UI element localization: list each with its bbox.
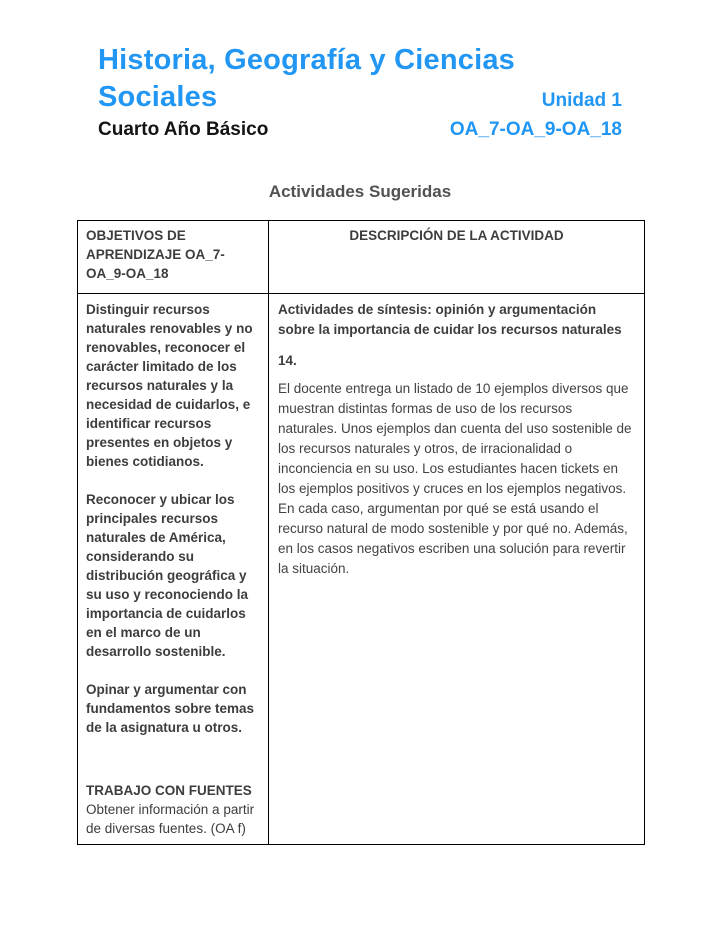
objective-paragraph: Reconocer y ubicar los principales recursos naturales de América, considerando su distribución geográfica y su uso y reconociendo la importancia de cuidarlos en el marco de un desarrollo sostenible. bbox=[86, 492, 249, 659]
objective-paragraph: Opinar y argumentar con fundamentos sobre temas de la asignatura u otros. bbox=[86, 682, 255, 735]
table-body-row bbox=[78, 294, 645, 845]
section-title: Actividades Sugeridas bbox=[268, 182, 452, 201]
header-sub-row bbox=[98, 118, 622, 142]
grade-label: Cuarto Año Básico bbox=[98, 119, 269, 140]
sources-heading: TRABAJO CON FUENTES bbox=[86, 783, 252, 798]
table-header-row bbox=[78, 221, 645, 294]
column-header-objectives: OBJETIVOS DE APRENDIZAJE OA_7-OA_9-OA_18 bbox=[78, 221, 269, 294]
subject-title: Historia, Geografía y Ciencias Sociales bbox=[98, 44, 515, 113]
activity-heading: Actividades de síntesis: opinión y argumentación sobre la importancia de cuidar los recursos naturales bbox=[278, 302, 622, 337]
objective-paragraph: Distinguir recursos naturales renovables y no renovables, reconocer el carácter limitado de los recursos naturales y la necesidad de cuidarlos, e identificar recursos presentes en objetos y bienes cotidianos. bbox=[86, 302, 253, 469]
header-title-row bbox=[98, 42, 622, 116]
sources-text: Obtener información a partir de diversas fuentes. (OA f) bbox=[86, 802, 255, 836]
activity-description-cell bbox=[269, 294, 645, 845]
unit-label: Unidad 1 bbox=[541, 90, 622, 111]
document-header bbox=[98, 42, 622, 142]
oa-codes-label: OA_7-OA_9-OA_18 bbox=[449, 119, 622, 140]
activity-number: 14. bbox=[278, 353, 297, 368]
column-header-description: DESCRIPCIÓN DE LA ACTIVIDAD bbox=[269, 221, 645, 294]
objectives-cell bbox=[78, 294, 269, 845]
activities-table bbox=[77, 220, 645, 845]
activity-description-text: El docente entrega un listado de 10 ejemplos diversos que muestran distintas formas de uso de los recursos naturales. Unos ejemplos dan cuenta del uso sostenible de los recursos naturales y otros, de irracionalidad o inconciencia en su uso. Los estudiantes hacen tickets en los ejemplos positivos y cruces en los ejemplos negativos. En cada caso, argumentan por qué se está usando el recurso natural de modo sostenible y por qué no. Además, en los casos negativos escriben una solución para revertir la situación. bbox=[278, 381, 632, 576]
